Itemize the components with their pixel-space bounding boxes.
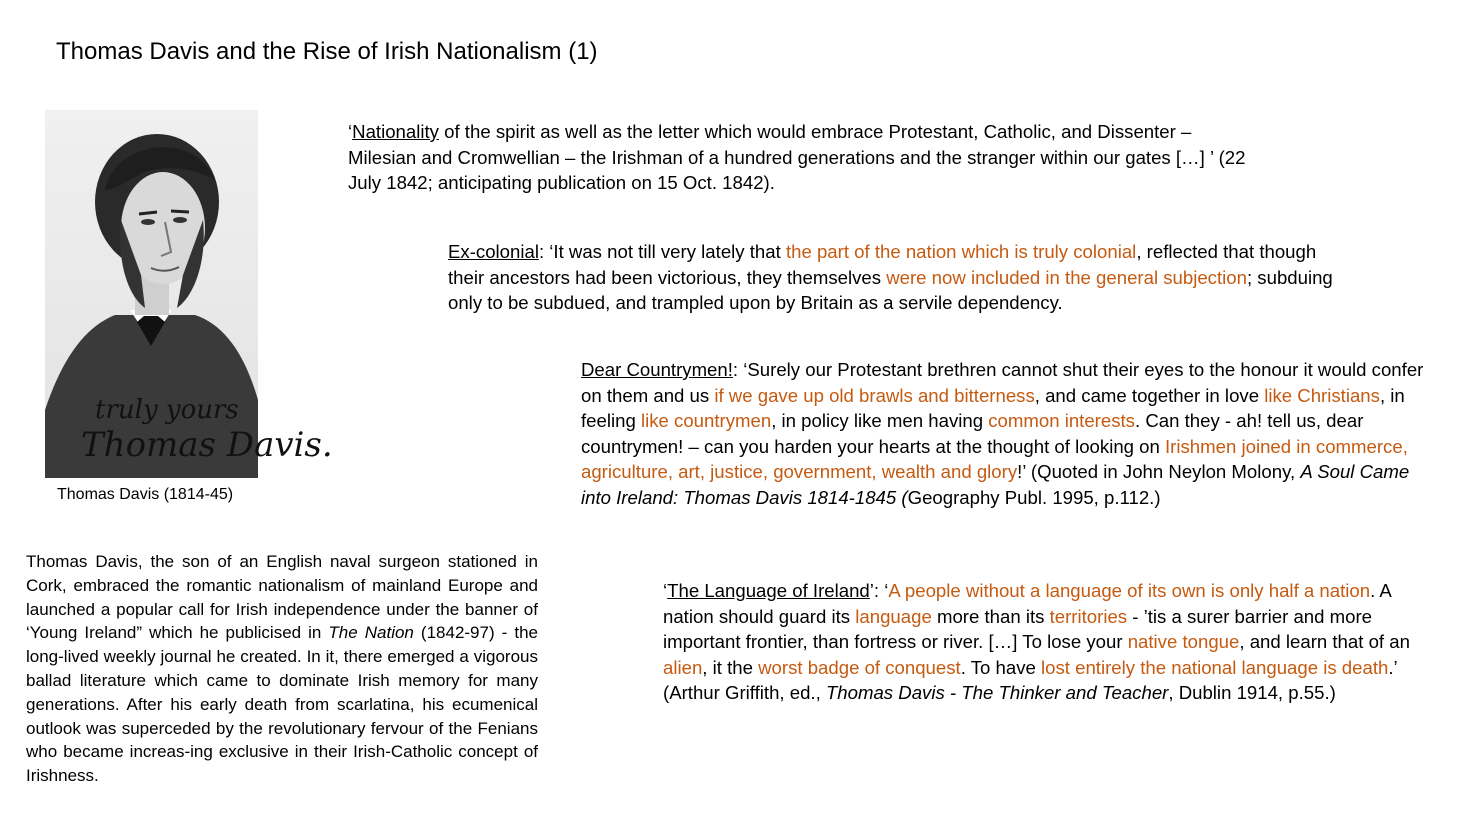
biography-paragraph bbox=[26, 550, 538, 788]
quote-highlight: Irishmen joined in commerce, agriculture, art, justice, government, wealth and glory bbox=[581, 435, 1408, 483]
quote-highlight: common interests bbox=[988, 410, 1135, 432]
bio-text-1: Thomas Davis, the son of an English naval surgeon stationed in Cork, embraced the romantic nationalism of mainland Europe and launched a popular call for Irish independence under the banner of ‘Young Ireland” which he publicised in bbox=[26, 552, 538, 643]
quote-text: , in feeling bbox=[581, 384, 1405, 432]
quote-text: ; subduing only to be subdued, and trampled upon by Britain as a servile dependency. bbox=[448, 266, 1333, 314]
quote-highlight: language bbox=[855, 605, 932, 627]
quote-language-of-ireland bbox=[663, 578, 1433, 706]
quote-highlight: were now included in the general subjection bbox=[886, 266, 1247, 288]
quote-text: , it the bbox=[702, 656, 759, 678]
quote-open-mark: ‘ bbox=[663, 580, 668, 601]
quote-open-mark: ‘ bbox=[348, 121, 353, 142]
quote-highlight: the part of the nation which is truly colonial bbox=[785, 241, 1137, 262]
quote-text: : ‘It was not till very lately that bbox=[538, 241, 786, 262]
quote-highlight: like Christians bbox=[1264, 384, 1380, 406]
svg-text:truly yours: truly yours bbox=[95, 395, 239, 425]
slide-title: Thomas Davis and the Rise of Irish Nationalism (1) bbox=[56, 38, 598, 65]
quote-highlight: like countrymen bbox=[640, 410, 772, 432]
bio-text-2: (1842-97) - the long-lived weekly journal he created. In it, there emerged a vigorous ballad literature which came to dominate Irish memory for many generations. After his early death from scarlatina, his ecumenical outlook was superceded by the revolutionary fervour of the Fenians who became increas-ing exclusive in their Irish-Catholic concept of Irishness. bbox=[26, 623, 538, 786]
quote-highlight: territories bbox=[1049, 605, 1128, 627]
quote-highlight: lost entirely the national language is death bbox=[1041, 656, 1389, 678]
quote-text: . Can they - ah! tell us, dear countrymen! – can you harden your hearts at the thought of looking on bbox=[581, 410, 1364, 457]
quote-highlight: worst badge of conquest bbox=[758, 656, 961, 678]
quote-text: Geography Publ. 1995, p.112.) bbox=[907, 486, 1161, 508]
portrait-image bbox=[45, 110, 333, 478]
quote-text: , and learn that of an bbox=[1239, 631, 1410, 653]
quote-highlight: native tongue bbox=[1127, 631, 1240, 653]
quote-highlight: A people without a language of its own is only half a nation bbox=[888, 580, 1371, 601]
quote-text: of the spirit as well as the letter which would embrace Protestant, Catholic, and Dissenter – Milesian and Cromwellian – the Irishman of a hundred generations and the stranger within our gates […] ’ (22 July 1842; anticipating publication on 15 Oct. 1842). bbox=[348, 121, 1246, 194]
quote-heading-nationality: Nationality bbox=[352, 121, 439, 142]
quote-book-title: Thomas Davis - The Thinker and Teacher bbox=[825, 682, 1169, 704]
quote-text: more than its bbox=[931, 605, 1050, 627]
quote-ex-colonial bbox=[448, 239, 1348, 316]
quote-text: .’ (Arthur Griffith, ed., bbox=[663, 656, 1397, 704]
quote-highlight: if we gave up old brawls and bitterness bbox=[714, 384, 1035, 406]
quote-text: ’: ‘ bbox=[869, 580, 889, 601]
quote-text: - ’tis a surer barrier and more important frontier, than fortress or river. […] To lose your bbox=[663, 605, 1373, 653]
quote-heading-ex-colonial: Ex-colonial bbox=[448, 241, 539, 262]
quote-dear-countrymen bbox=[581, 357, 1426, 511]
quote-highlight: alien bbox=[663, 656, 703, 678]
quote-text: , Dublin 1914, p.55.) bbox=[1168, 682, 1336, 704]
bio-journal-title: The Nation bbox=[328, 623, 414, 643]
quote-text: !’ (Quoted in John Neylon Molony, bbox=[1017, 461, 1301, 483]
quote-text: . To have bbox=[960, 656, 1042, 678]
quote-book-title: A Soul Came into Ireland: Thomas Davis 1814-1845 ( bbox=[581, 461, 1410, 508]
quote-heading-dear-countrymen: Dear Countrymen! bbox=[581, 359, 733, 380]
quote-text: , reflected that though their ancestors had been victorious, they themselves bbox=[448, 241, 1317, 288]
quote-text: , and came together in love bbox=[1034, 384, 1265, 406]
quote-heading-language: The Language of Ireland bbox=[667, 580, 870, 601]
portrait-caption: Thomas Davis (1814-45) bbox=[57, 486, 234, 503]
quote-text: . A nation should guard its bbox=[663, 580, 1391, 627]
quote-nationality bbox=[348, 119, 1248, 196]
quote-text: : ‘Surely our Protestant brethren cannot shut their eyes to the honour it would confer on them and us bbox=[581, 359, 1424, 406]
quote-text: , in policy like men having bbox=[771, 410, 989, 432]
portrait-engraving bbox=[45, 110, 333, 478]
svg-text:Thomas Davis.: Thomas Davis. bbox=[81, 425, 333, 465]
